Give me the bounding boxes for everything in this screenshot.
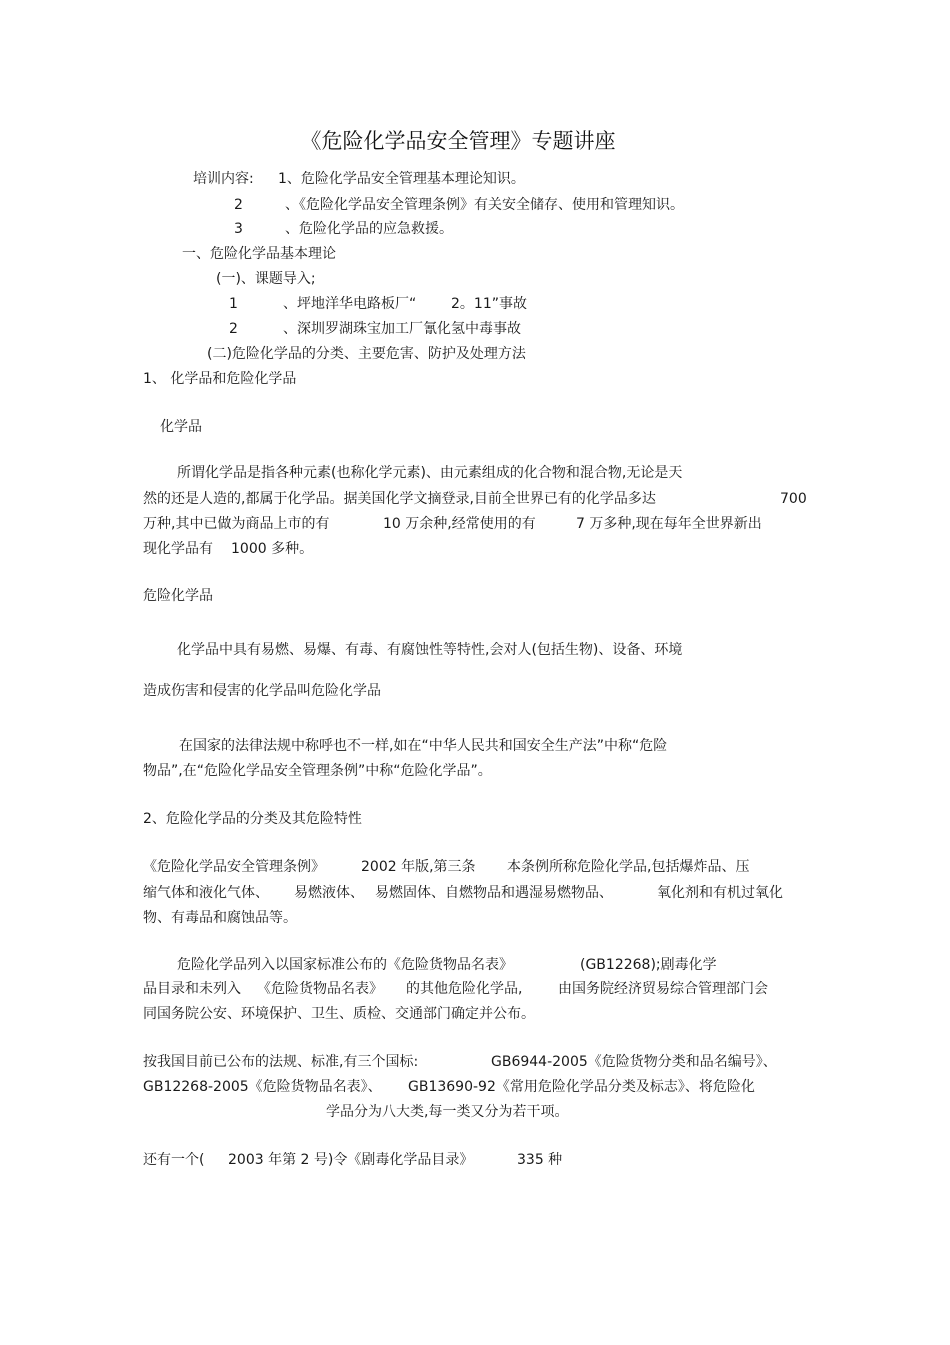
paragraph-1-line-2: 然的还是人造的,都属于化学品。据美国化学文摘登录,目前全世界已有的化学品多达	[143, 491, 656, 507]
paragraph-2-line-1: 化学品中具有易燃、易爆、有毒、有腐蚀性等特性,会对人(包括生物)、设备、环境	[177, 642, 683, 658]
training-label: 培训内容:	[193, 171, 254, 187]
heading-classification: 2、危险化学品的分类及其危险特性	[143, 811, 362, 827]
paragraph-5-line-2-a: 品目录和未列入	[143, 981, 241, 997]
page-title: 《危险化学品安全管理》专题讲座	[300, 129, 616, 153]
training-item-2-number: 2	[234, 197, 243, 213]
paragraph-4-line-2-d: 氧化剂和有机过氧化	[657, 885, 783, 901]
subsection-heading-1: (一)、课题导入;	[216, 271, 316, 287]
paragraph-6-line-1-b: GB6944-2005《危险货物分类和品名编号》、	[491, 1054, 777, 1070]
paragraph-5-line-2-c: 的其他危险化学品,	[406, 981, 523, 997]
paragraph-1-line-3-c: 7 万多种,现在每年全世界新出	[576, 516, 762, 532]
paragraph-1-line-4-b: 1000 多种。	[231, 541, 314, 557]
case-1-text: 、坪地洋华电路板厂“	[283, 296, 417, 312]
paragraph-3-line-2: 物品”,在“危险化学品安全管理条例”中称“危险化学品”。	[143, 763, 492, 779]
case-1-number: 1	[229, 296, 238, 312]
paragraph-6-line-2-b: GB13690-92《常用危险化学品分类及标志》、将危险化	[408, 1079, 755, 1095]
paragraph-1-line-3-a: 万种,其中已做为商品上市的有	[143, 516, 330, 532]
paragraph-5-line-3: 同国务院公安、环境保护、卫生、质检、交通部门确定并公布。	[143, 1006, 535, 1022]
section-heading-1: 一、危险化学品基本理论	[182, 246, 336, 262]
paragraph-1-line-3-b: 10 万余种,经常使用的有	[383, 516, 536, 532]
paragraph-1-number: 700	[780, 491, 807, 507]
paragraph-5-line-2-d: 由国务院经济贸易综合管理部门会	[558, 981, 768, 997]
heading-chemicals: 1、 化学品和危险化学品	[143, 371, 297, 387]
paragraph-5-line-1-b: (GB12268);剧毒化学	[580, 957, 717, 973]
paragraph-4-line-2-c: 易燃固体、自燃物品和遇湿易燃物品、	[375, 885, 613, 901]
paragraph-3-line-1: 在国家的法律法规中称呼也不一样,如在“中华人民共和国安全生产法”中称“危险	[179, 738, 668, 754]
paragraph-4-line-1-a: 《危险化学品安全管理条例》	[143, 859, 325, 875]
training-item-2: 、《危险化学品安全管理条例》有关安全储存、使用和管理知识。	[285, 197, 684, 213]
chemical-heading: 化学品	[160, 419, 202, 435]
subsection-heading-2: (二)危险化学品的分类、主要危害、防护及处理方法	[207, 346, 526, 362]
paragraph-4-line-1-c: 本条例所称危险化学品,包括爆炸品、压	[507, 859, 750, 875]
paragraph-7-a: 还有一个(	[143, 1152, 205, 1168]
paragraph-7-b: 2003 年第 2 号)令《剧毒化学品目录》	[228, 1152, 474, 1168]
paragraph-4-line-3: 物、有毒品和腐蚀品等。	[143, 910, 297, 926]
paragraph-4-line-1-b: 2002 年版,第三条	[361, 859, 476, 875]
training-item-1: 1、危险化学品安全管理基本理论知识。	[278, 171, 525, 187]
paragraph-6-line-3: 学品分为八大类,每一类又分为若干项。	[326, 1104, 569, 1120]
danger-heading: 危险化学品	[143, 588, 213, 604]
paragraph-5-line-1-a: 危险化学品列入以国家标准公布的《危险货物品名表》	[177, 957, 513, 973]
paragraph-4-line-2-b: 易燃液体、	[294, 885, 364, 901]
paragraph-2-line-2: 造成伤害和侵害的化学品叫危险化学品	[143, 683, 381, 699]
paragraph-6-line-2-a: GB12268-2005《危险货物品名表》、	[143, 1079, 382, 1095]
paragraph-5-line-2-b: 《危险货物品名表》	[257, 981, 383, 997]
case-2-text: 、深圳罗湖珠宝加工厂氰化氢中毒事故	[283, 321, 521, 337]
paragraph-1-line-1: 所谓化学品是指各种元素(也称化学元素)、由元素组成的化合物和混合物,无论是天	[177, 465, 683, 481]
training-item-3: 、危险化学品的应急救援。	[285, 221, 453, 237]
paragraph-7-c: 335 种	[517, 1152, 563, 1168]
case-2-number: 2	[229, 321, 238, 337]
paragraph-4-line-2-a: 缩气体和液化气体、	[143, 885, 269, 901]
paragraph-1-line-4-a: 现化学品有	[143, 541, 213, 557]
paragraph-6-line-1-a: 按我国目前已公布的法规、标准,有三个国标:	[143, 1054, 419, 1070]
case-1-date: 2。11”事故	[451, 296, 527, 312]
training-item-3-number: 3	[234, 221, 243, 237]
